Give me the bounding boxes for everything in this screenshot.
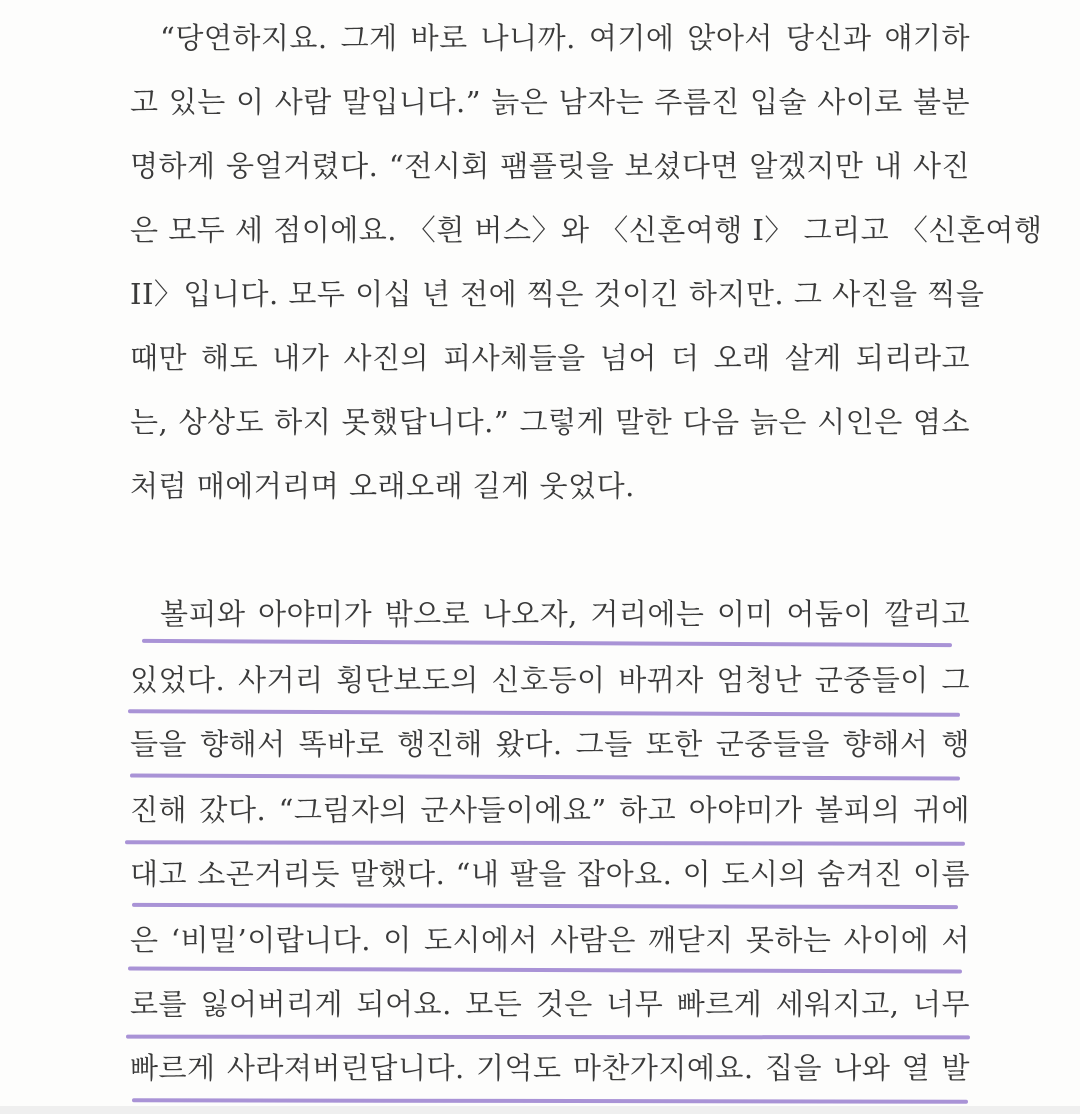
page-edge: [0, 1106, 1080, 1114]
text-line: 있었다. 사거리 횡단보도의 신호등이 바뀌자 엄청난 군중들이 그: [130, 663, 970, 697]
text-line: 볼피와 아야미가 밖으로 나오자, 거리에는 이미 어둠이 깔리고: [160, 597, 970, 631]
pen-underline: [142, 639, 952, 647]
text-line: 은 모두 세 점이에요. 〈흰 버스〉와 〈신혼여행 I〉 그리고 〈신혼여행: [130, 213, 1043, 247]
pen-underline: [128, 709, 960, 717]
pen-underline: [130, 774, 960, 781]
text-line: 빠르게 사라져버린답니다. 기억도 마찬가지예요. 집을 나와 열 발: [130, 1051, 970, 1085]
pen-underline: [126, 1035, 970, 1040]
text-line: 처럼 매에거리며 오래오래 길게 웃었다.: [130, 469, 635, 503]
pen-underline: [132, 903, 958, 909]
text-line: 는, 상상도 하지 못했답니다.” 그렇게 말한 다음 늙은 시인은 염소: [130, 405, 970, 439]
text-line: 진해 갔다. “그림자의 군사들이에요” 하고 아야미가 볼피의 귀에: [130, 793, 970, 827]
text-line: 로를 잃어버리게 되어요. 모든 것은 너무 빠르게 세워지고, 너무: [130, 987, 970, 1021]
pen-underline: [125, 840, 965, 845]
text-line: 들을 향해서 똑바로 행진해 왔다. 그들 또한 군중들을 향해서 행: [130, 727, 970, 761]
text-line: 은 ‘비밀’이랍니다. 이 도시에서 사람은 깨닫지 못하는 사이에 서: [130, 923, 970, 957]
text-line: II〉입니다. 모두 이십 년 전에 찍은 것이긴 하지만. 그 사진을 찍을: [130, 277, 985, 311]
text-line: 대고 소곤거리듯 말했다. “내 팔을 잡아요. 이 도시의 숨겨진 이름: [130, 857, 970, 891]
text-line: 명하게 웅얼거렸다. “전시회 팸플릿을 보셨다면 알겠지만 내 사진: [130, 149, 970, 183]
pen-underline: [132, 1098, 968, 1103]
pen-underline: [128, 967, 962, 974]
text-line: 고 있는 이 사람 말입니다.” 늙은 남자는 주름진 입술 사이로 불분: [130, 85, 970, 119]
text-line: “당연하지요. 그게 바로 나니까. 여기에 앉아서 당신과 얘기하: [160, 21, 970, 55]
text-line: 때만 해도 내가 사진의 피사체들을 넘어 더 오래 살게 되리라고: [130, 341, 970, 375]
